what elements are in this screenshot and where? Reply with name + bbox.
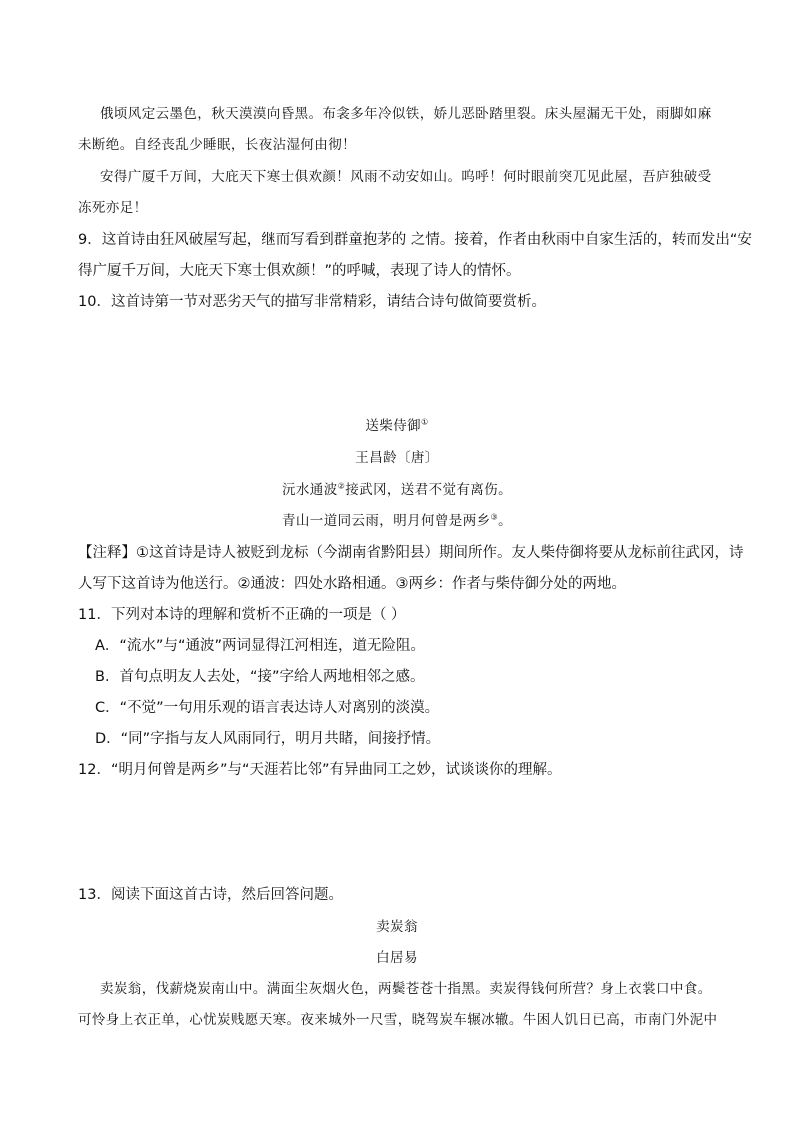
poem2-title: 送柴侍御① [365,417,429,434]
poem3-line2: 可怜身上衣正单，心忧炭贱愿天寒。夜来城外一尺雪，晓驾炭车辗冰辙。牛困人饥日已高，市南门外泥中 [78,1012,718,1028]
question-9-line2: 得广厦千万间，大庇天下寒士俱欢颜！”的呼喊，表现了诗人的情怀。 [78,263,521,279]
question-10: 10．这首诗第一节对恶劣天气的描写非常精彩，请结合诗句做简要赏析。 [78,294,546,310]
poem1-stanza3-line2: 冻死亦足！ [78,200,148,216]
notes-line1: 【注释】①这首诗是诗人被贬到龙标（今湖南省黔阳县）期间所作。友人柴侍御将要从龙标前往武冈，诗 [78,545,744,561]
poem2-line1: 沅水通波②接武冈，送君不觉有离伤。 [282,481,512,498]
footnote-marker: ③ [490,512,499,522]
question-13-stem: 13．阅读下面这首古诗，然后回答问题。 [78,887,343,903]
question-11-option-c: C．“不觉”一句用乐观的语言表达诗人对离别的淡漠。 [95,700,440,716]
poem3-author: 白居易 [376,950,418,966]
footnote-marker: ② [337,481,346,491]
question-11-option-b: B．首句点明友人去处，“接”字给人两地相邻之感。 [95,669,425,685]
poem1-stanza2-line1: 俄顷风定云墨色，秋天漠漠向昏黑。布衾多年冷似铁，娇儿恶卧踏里裂。床头屋漏无干处，雨脚如麻 [100,106,712,122]
notes-line2: 人写下这首诗为他送行。②通波：四处水路相通。③两乡：作者与柴侍御分处的两地。 [78,576,626,592]
poem1-stanza2-line2: 未断绝。自经丧乱少睡眠，长夜沾湿何由彻！ [78,137,356,153]
question-12: 12．“明月何曾是两乡”与“天涯若比邻”有异曲同工之妙，试谈谈你的理解。 [78,762,562,778]
question-11-stem: 11．下列对本诗的理解和赏析不正确的一项是（ ） [78,607,406,623]
poem2-line2: 青山一道同云雨，明月何曾是两乡③。 [282,512,512,529]
poem1-stanza3-line1: 安得广厦千万间，大庇天下寒士俱欢颜！风雨不动安如山。呜呼！何时眼前突兀见此屋，吾庐独破受 [100,169,712,185]
question-9-line1: 9．这首诗由狂风破屋写起，继而写看到群童抱茅的 之情。接着，作者由秋雨中自家生活的，转而发出“安 [78,232,752,248]
poem3-title: 卖炭翁 [376,919,418,935]
footnote-marker: ① [421,417,429,427]
question-11-option-d: D．“同”字指与友人风雨同行，明月共睹，间接抒情。 [95,731,441,747]
poem2-author: 王昌龄〔唐〕 [355,450,439,466]
poem3-line1: 卖炭翁，伐薪烧炭南山中。满面尘灰烟火色，两鬓苍苍十指黑。卖炭得钱何所营？身上衣裳口中食。 [100,981,712,997]
question-11-option-a: A．“流水”与“通波”两词显得江河相连，道无险阻。 [95,638,425,654]
